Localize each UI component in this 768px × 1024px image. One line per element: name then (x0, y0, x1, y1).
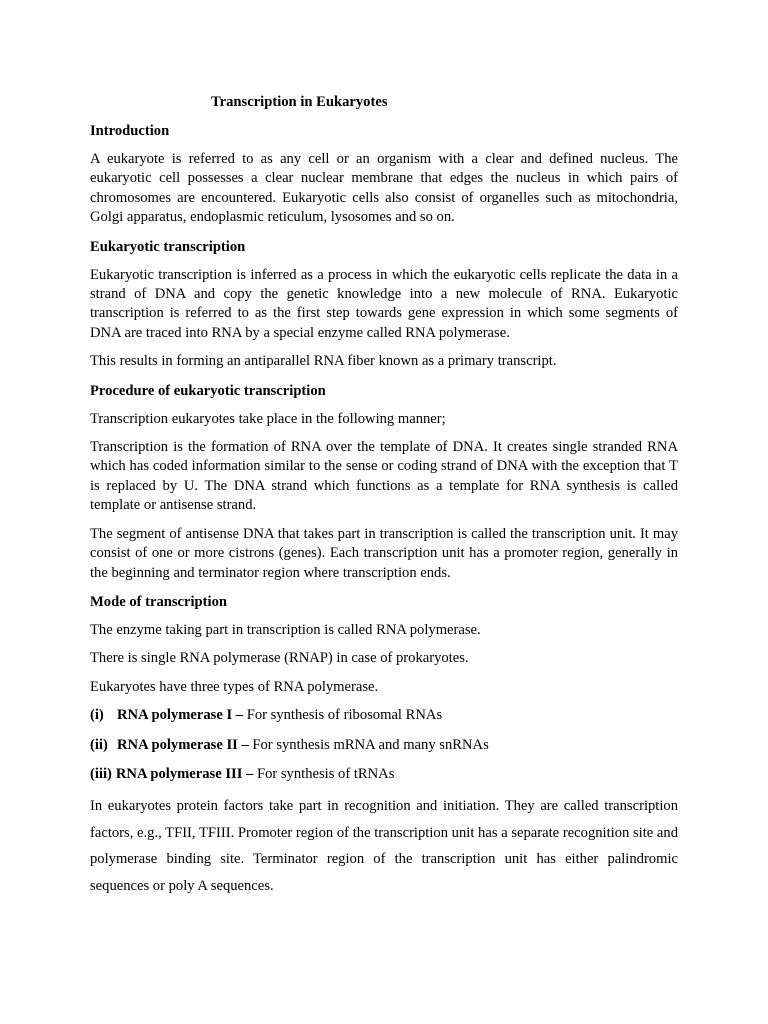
paragraph-eukaryotic-transcription-2: This results in forming an antiparallel RNA fiber known as a primary transcript. (90, 353, 557, 370)
paragraph-procedure-1: Transcription eukaryotes take place in the following manner; (90, 410, 446, 427)
polymerase-name: RNA polymerase II – (117, 736, 249, 753)
document-body (90, 121, 678, 908)
polymerase-description: For synthesis mRNA and many snRNAs (248, 736, 489, 753)
polymerase-name: RNA polymerase III – (115, 765, 254, 782)
paragraph-introduction: A eukaryote is referred to as any cell or an organism with a clear and defined nucleus. The eukaryotic cell possesses a clear nuclear membrane that edges the nucleus in which pairs of chromosomes are encountered. Eukaryotic cells also consist of organelles such as mitochondria, Golgi apparatus, endoplasmic reticulum, lysosomes and so on. (90, 151, 678, 226)
polymerase-name: RNA polymerase I – (117, 707, 244, 724)
polymerase-number: (i) (90, 707, 104, 724)
polymerase-number: (ii) (90, 736, 108, 753)
heading-eukaryotic-transcription: Eukaryotic transcription (90, 238, 246, 255)
polymerase-description: For synthesis of tRNAs (253, 765, 395, 782)
polymerase-item (90, 706, 678, 725)
document-title: Transcription in Eukaryotes (211, 94, 388, 110)
heading-introduction: Introduction (90, 123, 170, 139)
paragraph-eukaryotic-transcription-1: Eukaryotic transcription is inferred as a process in which the eukaryotic cells replicate the data in a strand of DNA and copy the genetic knowledge into a new molecule of RNA. Eukaryotic transcription is referred to as the first step towards gene expression in which some segments of DNA are traced into RNA by a special enzyme called RNA polymerase. (90, 266, 678, 341)
paragraph-procedure-2: Transcription is the formation of RNA over the template of DNA. It creates single stranded RNA which has coded information similar to the sense or coding strand of DNA with the exception that T is replaced by U. The DNA strand which functions as a template for RNA synthesis is called template or antisense strand. (90, 439, 678, 514)
heading-mode: Mode of transcription (90, 593, 228, 610)
paragraph-mode-3: Eukaryotes have three types of RNA polymerase. (90, 678, 379, 695)
paragraph-mode-4: In eukaryotes protein factors take part in recognition and initiation. They are called transcription factors, e.g., TFII, TFIII. Promoter region of the transcription unit has a separate recognition site and polymerase binding site. Terminator region of the transcription unit has either palindromic sequences or poly A sequences. (90, 798, 678, 894)
paragraph-mode-2: There is single RNA polymerase (RNAP) in case of prokaryotes. (90, 650, 469, 667)
heading-procedure: Procedure of eukaryotic transcription (90, 382, 326, 399)
polymerase-description: For synthesis of ribosomal RNAs (243, 707, 443, 724)
paragraph-mode-1: The enzyme taking part in transcription is called RNA polymerase. (90, 621, 481, 638)
polymerase-item (90, 736, 678, 755)
paragraph-procedure-3: The segment of antisense DNA that takes part in transcription is called the transcription unit. It may consist of one or more cistrons (genes). Each transcription unit has a promoter region, generally in the beginning and terminator region where transcription ends. (90, 525, 678, 581)
polymerase-item (90, 765, 678, 784)
polymerase-number: (iii) (90, 765, 112, 782)
